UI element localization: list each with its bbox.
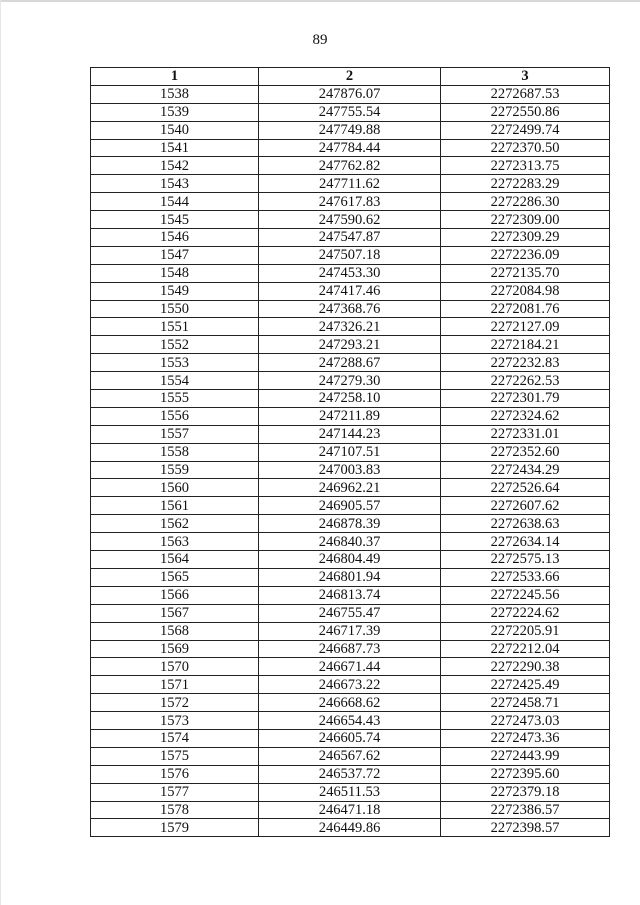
table-row — [91, 765, 610, 783]
point-number-cell: 1567 — [91, 604, 259, 622]
table-row — [91, 568, 610, 586]
y-coordinate-cell: 2272184.21 — [441, 336, 610, 354]
x-coordinate-cell: 246962.21 — [259, 479, 441, 497]
x-coordinate-cell: 246878.39 — [259, 515, 441, 533]
x-coordinate-cell: 247755.54 — [259, 103, 441, 121]
x-coordinate-cell: 247368.76 — [259, 300, 441, 318]
column-header-2: 2 — [259, 68, 441, 86]
point-number-cell: 1565 — [91, 568, 259, 586]
point-number-cell: 1574 — [91, 729, 259, 747]
y-coordinate-cell: 2272425.49 — [441, 676, 610, 694]
point-number-cell: 1563 — [91, 533, 259, 551]
x-coordinate-cell: 247749.88 — [259, 121, 441, 139]
table-header-row — [91, 68, 610, 86]
x-coordinate-cell: 247279.30 — [259, 372, 441, 390]
y-coordinate-cell: 2272386.57 — [441, 801, 610, 819]
x-coordinate-cell: 246511.53 — [259, 783, 441, 801]
x-coordinate-cell: 247417.46 — [259, 282, 441, 300]
table-row — [91, 604, 610, 622]
table-row — [91, 586, 610, 604]
y-coordinate-cell: 2272443.99 — [441, 747, 610, 765]
x-coordinate-cell: 246687.73 — [259, 640, 441, 658]
table-row — [91, 157, 610, 175]
y-coordinate-cell: 2272212.04 — [441, 640, 610, 658]
x-coordinate-cell: 247453.30 — [259, 264, 441, 282]
table-row — [91, 461, 610, 479]
table-row — [91, 533, 610, 551]
y-coordinate-cell: 2272638.63 — [441, 515, 610, 533]
x-coordinate-cell: 247507.18 — [259, 246, 441, 264]
x-coordinate-cell: 246717.39 — [259, 622, 441, 640]
y-coordinate-cell: 2272205.91 — [441, 622, 610, 640]
y-coordinate-cell: 2272473.03 — [441, 712, 610, 730]
table-row — [91, 282, 610, 300]
table-row — [91, 658, 610, 676]
x-coordinate-cell: 247107.51 — [259, 443, 441, 461]
page-edge — [0, 0, 640, 2]
y-coordinate-cell: 2272458.71 — [441, 694, 610, 712]
point-number-cell: 1548 — [91, 264, 259, 282]
y-coordinate-cell: 2272499.74 — [441, 121, 610, 139]
point-number-cell: 1571 — [91, 676, 259, 694]
point-number-cell: 1569 — [91, 640, 259, 658]
x-coordinate-cell: 246813.74 — [259, 586, 441, 604]
x-coordinate-cell: 247288.67 — [259, 354, 441, 372]
point-number-cell: 1538 — [91, 85, 259, 103]
point-number-cell: 1560 — [91, 479, 259, 497]
table-row — [91, 336, 610, 354]
point-number-cell: 1559 — [91, 461, 259, 479]
table-row — [91, 390, 610, 408]
table-row — [91, 783, 610, 801]
point-number-cell: 1570 — [91, 658, 259, 676]
point-number-cell: 1543 — [91, 175, 259, 193]
y-coordinate-cell: 2272135.70 — [441, 264, 610, 282]
y-coordinate-cell: 2272331.01 — [441, 425, 610, 443]
table-row — [91, 318, 610, 336]
point-number-cell: 1540 — [91, 121, 259, 139]
x-coordinate-cell: 247547.87 — [259, 229, 441, 247]
x-coordinate-cell: 247003.83 — [259, 461, 441, 479]
table-row — [91, 354, 610, 372]
point-number-cell: 1554 — [91, 372, 259, 390]
table-row — [91, 801, 610, 819]
x-coordinate-cell: 247590.62 — [259, 211, 441, 229]
column-header-1: 1 — [91, 68, 259, 86]
table-row — [91, 622, 610, 640]
y-coordinate-cell: 2272286.30 — [441, 193, 610, 211]
y-coordinate-cell: 2272533.66 — [441, 568, 610, 586]
table-row — [91, 175, 610, 193]
table-row — [91, 85, 610, 103]
x-coordinate-cell: 247211.89 — [259, 407, 441, 425]
point-number-cell: 1568 — [91, 622, 259, 640]
coordinates-table — [90, 67, 610, 837]
y-coordinate-cell: 2272232.83 — [441, 354, 610, 372]
point-number-cell: 1553 — [91, 354, 259, 372]
x-coordinate-cell: 246840.37 — [259, 533, 441, 551]
point-number-cell: 1576 — [91, 765, 259, 783]
table-row — [91, 103, 610, 121]
table-row — [91, 497, 610, 515]
y-coordinate-cell: 2272434.29 — [441, 461, 610, 479]
y-coordinate-cell: 2272379.18 — [441, 783, 610, 801]
point-number-cell: 1550 — [91, 300, 259, 318]
x-coordinate-cell: 246801.94 — [259, 568, 441, 586]
table-row — [91, 694, 610, 712]
table-row — [91, 640, 610, 658]
y-coordinate-cell: 2272607.62 — [441, 497, 610, 515]
y-coordinate-cell: 2272398.57 — [441, 819, 610, 837]
point-number-cell: 1544 — [91, 193, 259, 211]
y-coordinate-cell: 2272224.62 — [441, 604, 610, 622]
y-coordinate-cell: 2272084.98 — [441, 282, 610, 300]
y-coordinate-cell: 2272526.64 — [441, 479, 610, 497]
point-number-cell: 1566 — [91, 586, 259, 604]
point-number-cell: 1575 — [91, 747, 259, 765]
x-coordinate-cell: 247762.82 — [259, 157, 441, 175]
table-row — [91, 729, 610, 747]
table-row — [91, 747, 610, 765]
table-row — [91, 425, 610, 443]
x-coordinate-cell: 247144.23 — [259, 425, 441, 443]
y-coordinate-cell: 2272262.53 — [441, 372, 610, 390]
x-coordinate-cell: 246673.22 — [259, 676, 441, 694]
point-number-cell: 1545 — [91, 211, 259, 229]
table-row — [91, 676, 610, 694]
point-number-cell: 1562 — [91, 515, 259, 533]
table-row — [91, 246, 610, 264]
table-row — [91, 264, 610, 282]
point-number-cell: 1572 — [91, 694, 259, 712]
point-number-cell: 1561 — [91, 497, 259, 515]
x-coordinate-cell: 247876.07 — [259, 85, 441, 103]
x-coordinate-cell: 246804.49 — [259, 551, 441, 569]
point-number-cell: 1558 — [91, 443, 259, 461]
point-number-cell: 1546 — [91, 229, 259, 247]
x-coordinate-cell: 247258.10 — [259, 390, 441, 408]
point-number-cell: 1577 — [91, 783, 259, 801]
table-row — [91, 712, 610, 730]
y-coordinate-cell: 2272309.29 — [441, 229, 610, 247]
y-coordinate-cell: 2272309.00 — [441, 211, 610, 229]
x-coordinate-cell: 246671.44 — [259, 658, 441, 676]
x-coordinate-cell: 247326.21 — [259, 318, 441, 336]
table-row — [91, 479, 610, 497]
point-number-cell: 1564 — [91, 551, 259, 569]
point-number-cell: 1541 — [91, 139, 259, 157]
x-coordinate-cell: 246605.74 — [259, 729, 441, 747]
page-edge-left — [0, 0, 1, 905]
y-coordinate-cell: 2272081.76 — [441, 300, 610, 318]
table-row — [91, 211, 610, 229]
x-coordinate-cell: 246449.86 — [259, 819, 441, 837]
y-coordinate-cell: 2272395.60 — [441, 765, 610, 783]
x-coordinate-cell: 247293.21 — [259, 336, 441, 354]
x-coordinate-cell: 246537.72 — [259, 765, 441, 783]
y-coordinate-cell: 2272283.29 — [441, 175, 610, 193]
point-number-cell: 1556 — [91, 407, 259, 425]
x-coordinate-cell: 247711.62 — [259, 175, 441, 193]
table-row — [91, 193, 610, 211]
x-coordinate-cell: 247784.44 — [259, 139, 441, 157]
page-number: 89 — [312, 32, 328, 48]
table-row — [91, 819, 610, 837]
table-row — [91, 300, 610, 318]
point-number-cell: 1539 — [91, 103, 259, 121]
y-coordinate-cell: 2272575.13 — [441, 551, 610, 569]
table-row — [91, 515, 610, 533]
table-row — [91, 229, 610, 247]
table-row — [91, 407, 610, 425]
y-coordinate-cell: 2272550.86 — [441, 103, 610, 121]
point-number-cell: 1549 — [91, 282, 259, 300]
point-number-cell: 1547 — [91, 246, 259, 264]
point-number-cell: 1578 — [91, 801, 259, 819]
table-row — [91, 139, 610, 157]
table-row — [91, 551, 610, 569]
y-coordinate-cell: 2272290.38 — [441, 658, 610, 676]
point-number-cell: 1552 — [91, 336, 259, 354]
y-coordinate-cell: 2272634.14 — [441, 533, 610, 551]
table-row — [91, 372, 610, 390]
x-coordinate-cell: 246668.62 — [259, 694, 441, 712]
column-header-3: 3 — [441, 68, 610, 86]
y-coordinate-cell: 2272236.09 — [441, 246, 610, 264]
x-coordinate-cell: 247617.83 — [259, 193, 441, 211]
y-coordinate-cell: 2272352.60 — [441, 443, 610, 461]
y-coordinate-cell: 2272324.62 — [441, 407, 610, 425]
point-number-cell: 1573 — [91, 712, 259, 730]
y-coordinate-cell: 2272313.75 — [441, 157, 610, 175]
table-row — [91, 443, 610, 461]
y-coordinate-cell: 2272473.36 — [441, 729, 610, 747]
y-coordinate-cell: 2272245.56 — [441, 586, 610, 604]
point-number-cell: 1551 — [91, 318, 259, 336]
y-coordinate-cell: 2272687.53 — [441, 85, 610, 103]
table-row — [91, 121, 610, 139]
point-number-cell: 1557 — [91, 425, 259, 443]
y-coordinate-cell: 2272370.50 — [441, 139, 610, 157]
x-coordinate-cell: 246905.57 — [259, 497, 441, 515]
x-coordinate-cell: 246471.18 — [259, 801, 441, 819]
point-number-cell: 1542 — [91, 157, 259, 175]
x-coordinate-cell: 246654.43 — [259, 712, 441, 730]
y-coordinate-cell: 2272127.09 — [441, 318, 610, 336]
y-coordinate-cell: 2272301.79 — [441, 390, 610, 408]
table-body — [91, 85, 610, 836]
point-number-cell: 1555 — [91, 390, 259, 408]
x-coordinate-cell: 246755.47 — [259, 604, 441, 622]
point-number-cell: 1579 — [91, 819, 259, 837]
x-coordinate-cell: 246567.62 — [259, 747, 441, 765]
